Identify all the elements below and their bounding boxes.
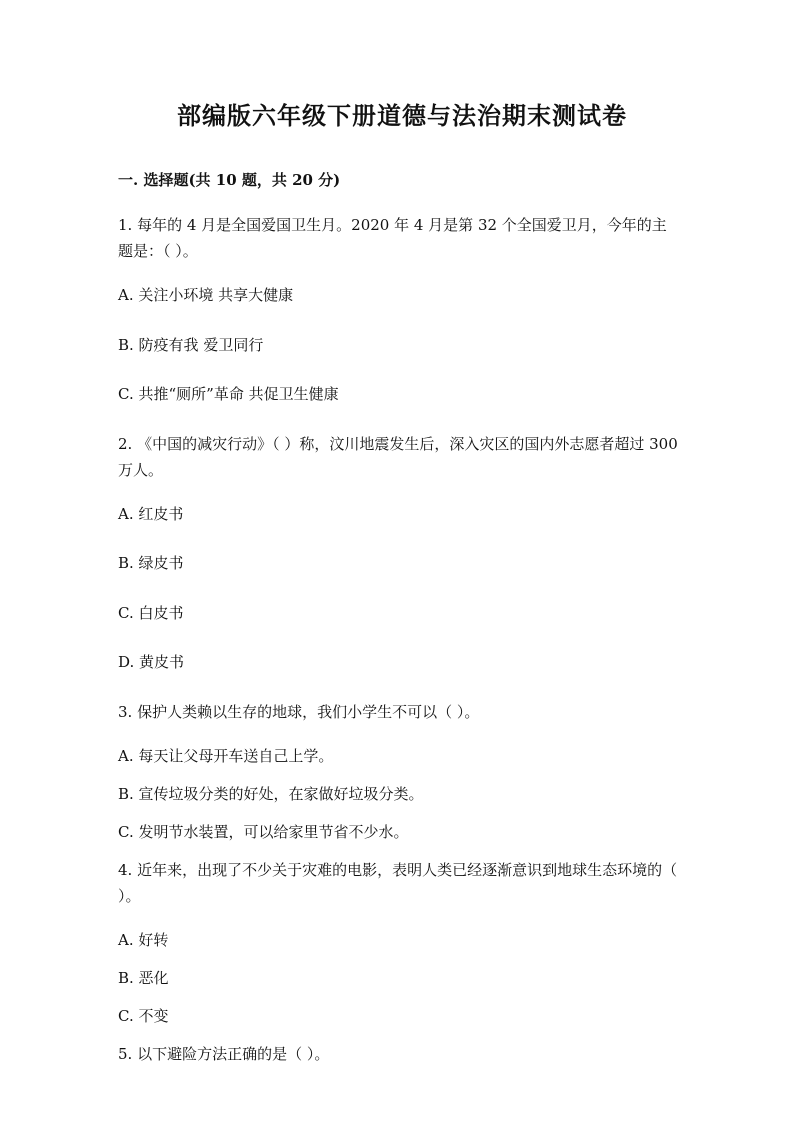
option-a: A. 好转 [118,930,169,949]
section-heading: 一. 选择题(共 10 题，共 20 分) [118,171,341,189]
question-3 [118,699,704,845]
question-5 [118,1041,704,1067]
option-c: C. 共推“厕所”革命 共促卫生健康 [118,385,339,403]
option-a: A. 红皮书 [118,504,184,523]
option-b: B. 防疫有我 爱卫同行 [118,335,264,354]
option-list [118,282,704,407]
question-text: 1. 每年的 4 月是全国爱国卫生月。2020 年 4 月是第 32 个全国爱卫月，今年的主题是：（ ）。 [118,216,667,260]
option-c: C. 不变 [118,1006,169,1025]
option-list [118,743,704,845]
option-d: D. 黄皮书 [118,653,185,671]
question-text: 4. 近年来，出现了不少关于灾难的电影，表明人类已经逐渐意识到地球生态环境的（ ）。 [118,860,678,905]
option-a: A. 关注小环境 共享大健康 [118,286,294,304]
question-text: 3. 保护人类赖以生存的地球，我们小学生不可以（ ）。 [118,702,480,721]
question-2 [118,431,704,676]
question-text: 5. 以下避险方法正确的是（ ）。 [118,1044,330,1063]
option-b: B. 绿皮书 [118,554,184,572]
option-c: C. 发明节水装置，可以给家里节省不少水。 [118,822,409,841]
option-a: A. 每天让父母开车送自己上学。 [118,746,334,765]
question-1 [118,212,704,407]
question-text: 2. 《中国的减灾行动》（ ）称，汶川地震发生后，深入灾区的国内外志愿者超过 300 万人。 [118,434,678,479]
option-list [118,501,704,676]
option-b: B. 恶化 [118,968,169,987]
document-title: 部编版六年级下册道德与法治期末测试卷 [177,101,627,130]
question-4 [118,857,704,1029]
option-c: C. 白皮书 [118,603,184,622]
option-b: B. 宣传垃圾分类的好处，在家做好垃圾分类。 [118,784,424,803]
option-list [118,927,704,1029]
